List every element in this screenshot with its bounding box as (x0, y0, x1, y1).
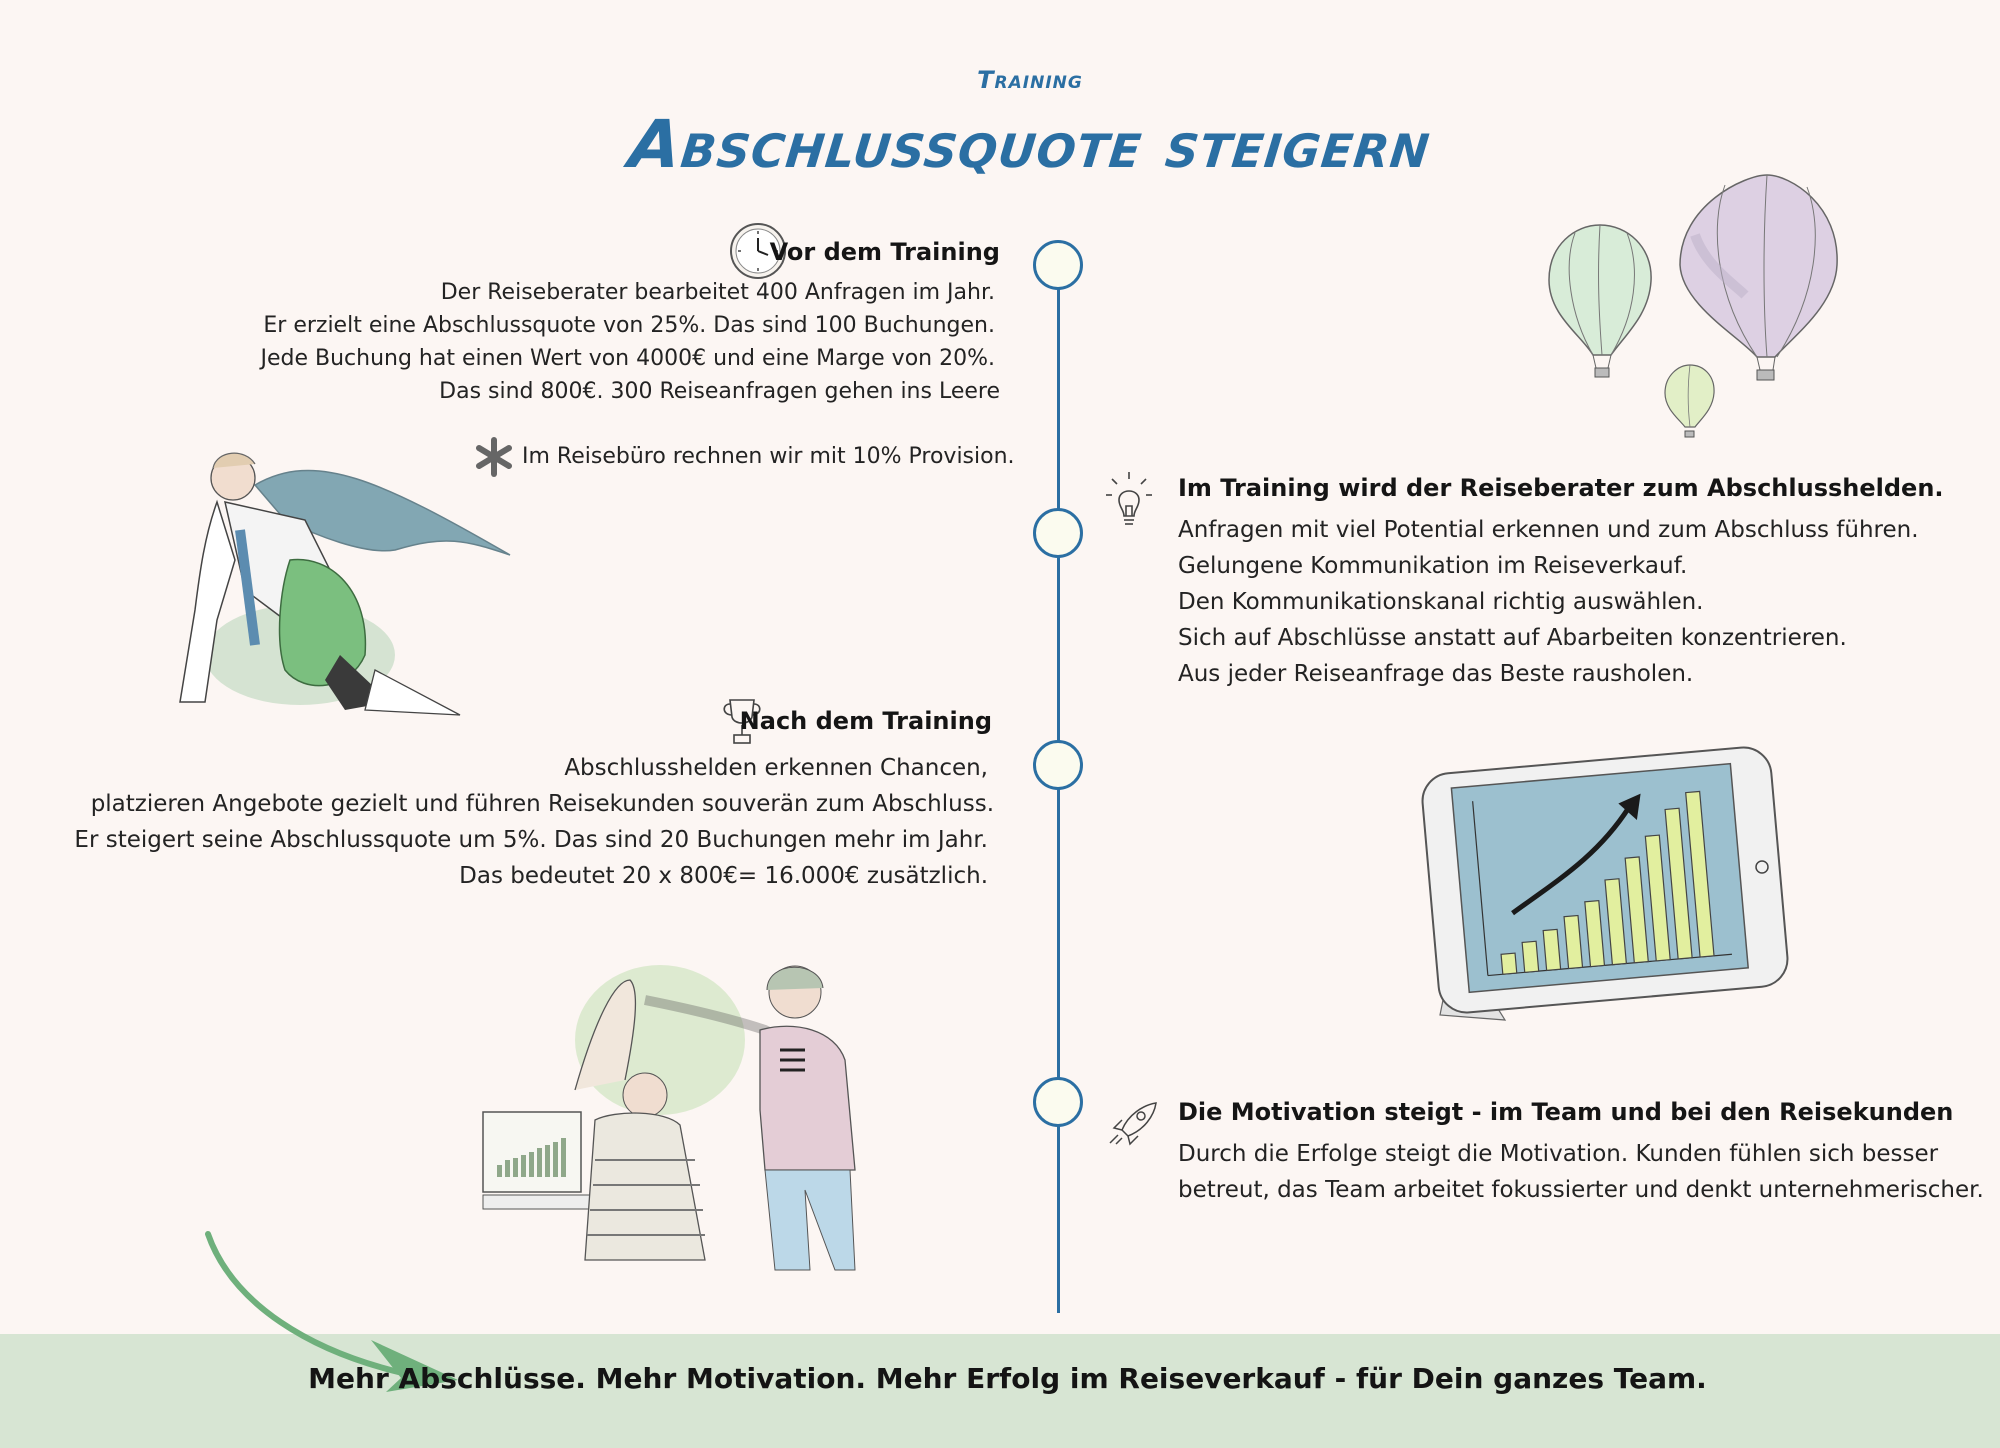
rocket-icon (1108, 1100, 1158, 1149)
after-heading: Nach dem Training (739, 707, 992, 735)
before-note: Im Reisebüro rechnen wir mit 10% Provision. (522, 444, 1015, 469)
timeline-node-after (1033, 740, 1083, 790)
kicker-label: Training (977, 66, 1083, 94)
before-line-4: Das sind 800€. 300 Reiseanfragen gehen ins Leere (439, 379, 1000, 404)
training-heading: Im Training wird der Reiseberater zum Abschlusshelden. (1178, 474, 1944, 502)
after-line-2: platzieren Angebote gezielt und führen Reisekunden souverän zum Abschluss. (90, 791, 994, 817)
page-title: Abschlussquote steigern (625, 106, 1435, 183)
motivation-line-1: Durch die Erfolge steigt die Motivation. Kunden fühlen sich besser (1178, 1141, 1939, 1167)
hot-air-balloons-illustration (1545, 175, 1845, 449)
before-body (260, 276, 1000, 408)
motivation-heading: Die Motivation steigt - im Team und bei den Reisekunden (1178, 1098, 1954, 1126)
training-line-3: Den Kommunikationskanal richtig auswählen. (1178, 589, 1704, 615)
after-line-3: Er steigert seine Abschlussquote um 5%. Das sind 20 Buchungen mehr im Jahr. (74, 827, 988, 853)
before-line-3: Jede Buchung hat einen Wert von 4000€ und eine Marge von 20%. (260, 346, 995, 371)
superhero-businessman-illustration (165, 440, 515, 734)
lightbulb-icon (1104, 470, 1154, 534)
motivation-line-2: betreut, das Team arbeitet fokussierter und denkt unternehmerischer. (1178, 1177, 1984, 1203)
training-line-1: Anfragen mit viel Potential erkennen und zum Abschluss führen. (1178, 517, 1919, 543)
timeline-node-training (1033, 508, 1083, 558)
footer-slogan: Mehr Abschlüsse. Mehr Motivation. Mehr Erfolg im Reiseverkauf - für Dein ganzes Team. (308, 1362, 1707, 1395)
motivation-body (1178, 1136, 1984, 1208)
after-line-4: Das bedeutet 20 x 800€= 16.000€ zusätzlich. (459, 863, 988, 889)
before-line-2: Er erzielt eine Abschlussquote von 25%. Das sind 100 Buchungen. (263, 313, 995, 338)
timeline-node-motivation (1033, 1077, 1083, 1127)
before-line-1: Der Reiseberater bearbeitet 400 Anfragen im Jahr. (440, 280, 995, 305)
high-five-team-illustration (475, 960, 895, 1274)
training-line-4: Sich auf Abschlüsse anstatt auf Abarbeiten konzentrieren. (1178, 625, 1847, 651)
after-body (74, 750, 994, 894)
training-line-2: Gelungene Kommunikation im Reiseverkauf. (1178, 553, 1688, 579)
timeline-node-before (1033, 240, 1083, 290)
before-heading: Vor dem Training (769, 238, 1000, 266)
training-line-5: Aus jeder Reiseanfrage das Beste rausholen. (1178, 661, 1694, 687)
training-body (1178, 512, 1919, 692)
tablet-growth-chart-illustration (1420, 755, 1790, 1029)
after-line-1: Abschlusshelden erkennen Chancen, (564, 755, 988, 781)
